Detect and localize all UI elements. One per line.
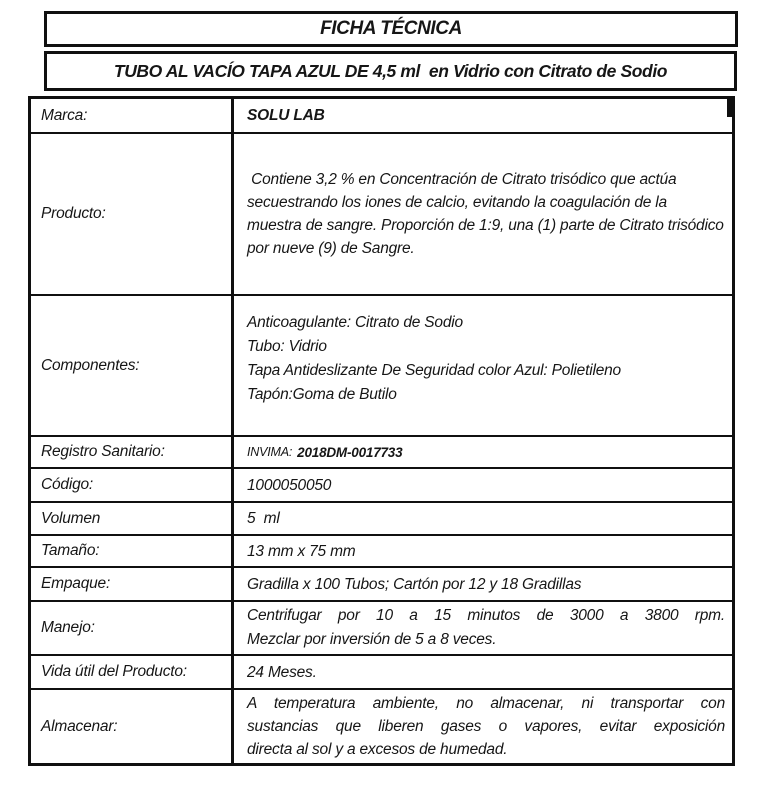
row-componentes	[31, 296, 732, 437]
componente-line: Tapón:Goma de Butilo	[247, 386, 397, 403]
row-value: Gradilla x 100 Tubos; Cartón por 12 y 18 Gradillas	[247, 575, 582, 593]
componente-line: Tubo: Vidrio	[247, 338, 327, 355]
row-label: Código:	[31, 469, 234, 501]
manejo-line: Centrifugar por 10 a 15 minutos de 3000 a 3800 rpm.	[247, 607, 725, 624]
almacenar-line: directa al sol y a excesos de humedad.	[247, 741, 508, 758]
row-almacenar	[31, 690, 732, 763]
row-value: 5 ml	[247, 510, 280, 527]
row-label: Producto:	[31, 134, 234, 294]
invima-number: 2018DM-0017733	[297, 444, 403, 460]
row-vida-util	[31, 656, 732, 690]
row-value	[234, 602, 732, 654]
row-volumen	[31, 503, 732, 536]
row-value: 1000050050	[247, 476, 332, 494]
product-subtitle: TUBO AL VACÍO TAPA AZUL DE 4,5 ml en Vidrio con Citrato de Sodio	[113, 60, 668, 81]
product-subtitle-box	[44, 51, 737, 91]
producto-description: Contiene 3,2 % en Concentración de Citrato trisódico que actúa secuestrando los iones de calcio, evitando la coagulación de la muestra de sangre. Proporción de 1:9, una (1) parte de Citrato trisódico por nueve (9) de Sangre.	[247, 171, 728, 257]
manejo-line: Mezclar por inversión de 5 a 8 veces.	[247, 631, 497, 648]
row-label: Almacenar:	[31, 690, 234, 763]
row-label: Registro Sanitario:	[31, 437, 234, 467]
row-value: 13 mm x 75 mm	[247, 542, 356, 560]
row-tamano	[31, 536, 732, 568]
border-notch	[727, 97, 735, 117]
row-marca	[31, 99, 732, 134]
row-producto	[31, 134, 732, 296]
row-label: Tamaño:	[31, 536, 234, 566]
row-label: Volumen	[31, 503, 234, 534]
spec-table	[28, 96, 735, 766]
row-label: Empaque:	[31, 568, 234, 600]
almacenar-line: A temperatura ambiente, no almacenar, ni transportar con	[247, 695, 725, 712]
row-value	[234, 690, 732, 763]
row-label: Vida útil del Producto:	[31, 656, 234, 688]
almacenar-line: sustancias que liberen gases o vapores, evitar exposición	[247, 718, 725, 735]
row-value	[234, 437, 732, 467]
row-value	[234, 296, 732, 435]
row-codigo	[31, 469, 732, 503]
invima-prefix: INVIMA:	[247, 444, 293, 459]
row-label: Manejo:	[31, 602, 234, 654]
row-empaque	[31, 568, 732, 602]
row-label: Marca:	[31, 99, 234, 132]
ficha-tecnica-title-box	[44, 11, 738, 47]
componente-line: Tapa Antideslizante De Seguridad color Azul: Polietileno	[247, 362, 621, 379]
row-label: Componentes:	[31, 296, 234, 435]
row-value	[234, 134, 732, 294]
row-value: 24 Meses.	[247, 663, 317, 681]
row-registro-sanitario	[31, 437, 732, 469]
row-value: SOLU LAB	[247, 107, 325, 124]
componente-line: Anticoagulante: Citrato de Sodio	[247, 314, 463, 331]
row-manejo	[31, 602, 732, 656]
page-title: FICHA TÉCNICA	[320, 18, 462, 39]
